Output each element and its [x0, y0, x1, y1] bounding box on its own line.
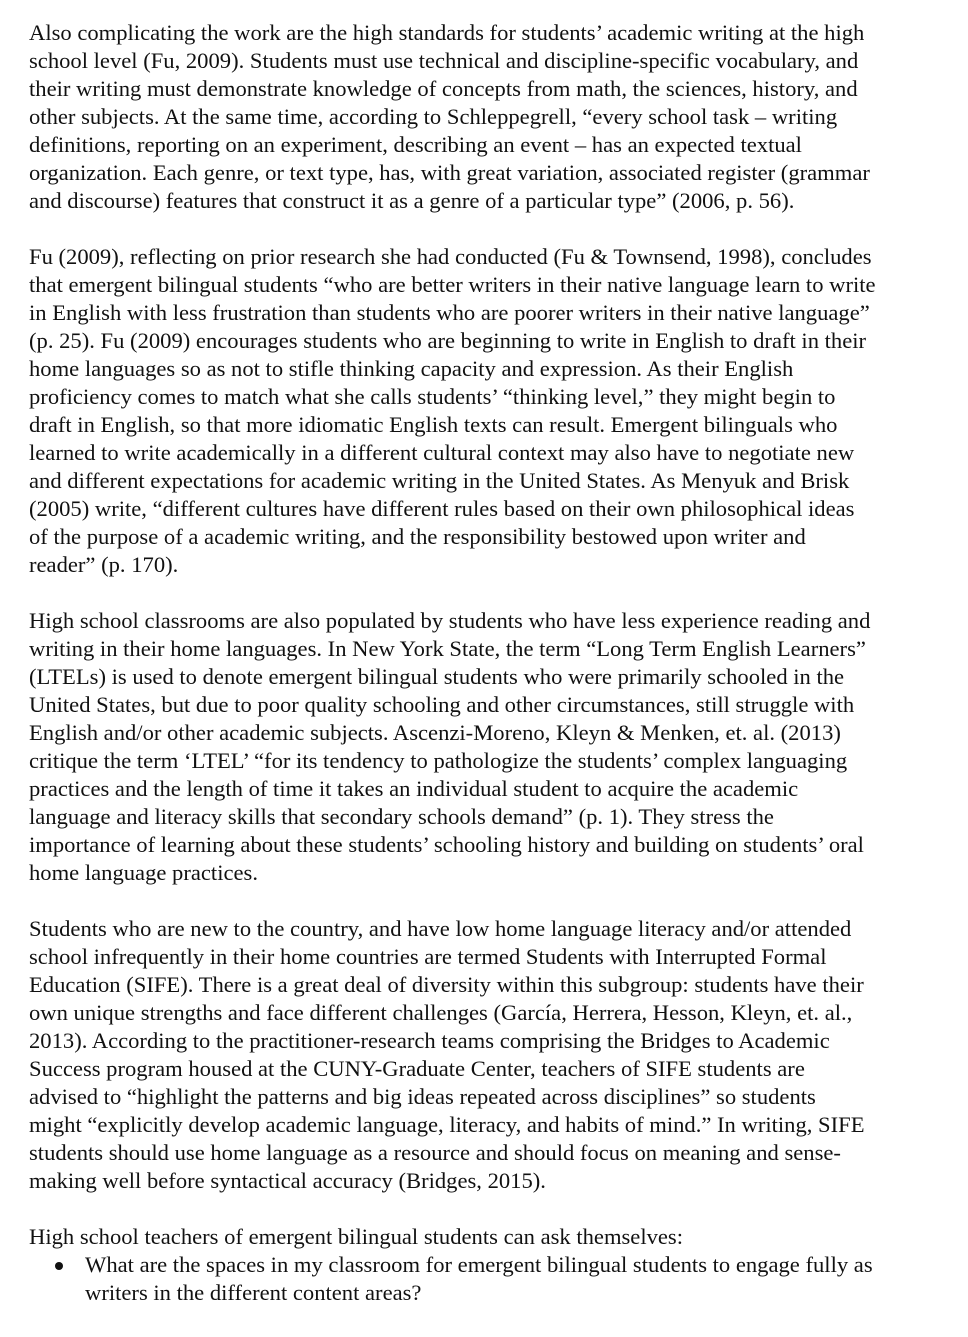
text-line: their writing must demonstrate knowledge of concepts from math, the sciences, history, and [29, 76, 858, 101]
text-line: practices and the length of time it takes an individual student to acquire the academic [29, 776, 799, 801]
text-line: of the purpose of a academic writing, and the responsibility bestowed upon writer and [29, 524, 806, 549]
text-line: United States, but due to poor quality schooling and other circumstances, still struggle with [29, 692, 855, 717]
text-line: other subjects. At the same time, according to Schleppegrell, “every school task – writing [29, 104, 838, 129]
text-line: Education (SIFE). There is a great deal of diversity within this subgroup: students have their [29, 972, 864, 997]
text-line: reader” (p. 170). [29, 552, 179, 577]
paragraph-3 [29, 607, 944, 887]
text-line: importance of learning about these students’ schooling history and building on students’ oral [29, 832, 864, 857]
paragraph-1 [29, 19, 944, 215]
questions-lead [29, 1223, 944, 1251]
text-line: and discourse) features that construct it as a genre of a particular type” (2006, p. 56). [29, 188, 795, 213]
text-line: High school teachers of emergent bilingual students can ask themselves: [29, 1224, 684, 1249]
text-line: advised to “highlight the patterns and big ideas repeated across disciplines” so students [29, 1084, 816, 1109]
text-line: critique the term ‘LTEL’ “for its tendency to pathologize the students’ complex languaging [29, 748, 848, 773]
text-line: (2005) write, “different cultures have different rules based on their own philosophical ideas [29, 496, 855, 521]
text-line: and different expectations for academic writing in the United States. As Menyuk and Brisk [29, 468, 850, 493]
text-line: in English with less frustration than students who are poorer writers in their native language” [29, 300, 870, 325]
text-line: definitions, reporting on an experiment, describing an event – has an expected textual [29, 132, 802, 157]
text-line: draft in English, so that more idiomatic English texts can result. Emergent bilinguals who [29, 412, 838, 437]
paragraph-2 [29, 243, 944, 579]
text-line: (p. 25). Fu (2009) encourages students who are beginning to write in English to draft in their [29, 328, 867, 353]
text-line: organization. Each genre, or text type, has, with great variation, associated register (grammar [29, 160, 870, 185]
text-line: that emergent bilingual students “who are better writers in their native language learn to write [29, 272, 876, 297]
text-line: Also complicating the work are the high standards for students’ academic writing at the high [29, 20, 865, 45]
text-line: learned to write academically in a different cultural context may also have to negotiate new [29, 440, 855, 465]
text-line: school level (Fu, 2009). Students must use technical and discipline-specific vocabulary, and [29, 48, 859, 73]
text-line: language and literacy skills that secondary schools demand” (p. 1). They stress the [29, 804, 774, 829]
text-line: writers in the different content areas? [85, 1280, 422, 1305]
text-line: home language practices. [29, 860, 258, 885]
text-line: home languages so as not to stifle thinking capacity and expression. As their English [29, 356, 794, 381]
document-page [29, 19, 944, 1307]
text-line: High school classrooms are also populated by students who have less experience reading and [29, 608, 871, 633]
text-line: might “explicitly develop academic language, literacy, and habits of mind.” In writing, SIFE [29, 1112, 865, 1137]
paragraph-4 [29, 915, 944, 1195]
text-line: What are the spaces in my classroom for emergent bilingual students to engage fully as [85, 1252, 873, 1277]
text-line: proficiency comes to match what she calls students’ “thinking level,” they might begin to [29, 384, 836, 409]
text-line: making well before syntactical accuracy (Bridges, 2015). [29, 1168, 546, 1193]
text-line: Fu (2009), reflecting on prior research she had conducted (Fu & Townsend, 1998), concludes [29, 244, 872, 269]
text-line: school infrequently in their home countries are termed Students with Interrupted Formal [29, 944, 827, 969]
text-line: writing in their home languages. In New York State, the term “Long Term English Learners” [29, 636, 866, 661]
question-list [29, 1251, 944, 1307]
text-line: English and/or other academic subjects. Ascenzi-Moreno, Kleyn & Menken, et. al. (2013) [29, 720, 841, 745]
list-item [29, 1251, 944, 1307]
text-line: Students who are new to the country, and have low home language literacy and/or attended [29, 916, 852, 941]
text-line: (LTELs) is used to denote emergent bilingual students who were primarily schooled in the [29, 664, 845, 689]
text-line: Success program housed at the CUNY-Graduate Center, teachers of SIFE students are [29, 1056, 805, 1081]
text-line: students should use home language as a resource and should focus on meaning and sense- [29, 1140, 841, 1165]
text-line: own unique strengths and face different challenges (García, Herrera, Hesson, Kleyn, et. al., [29, 1000, 853, 1025]
bullet-icon [55, 1262, 63, 1270]
text-line: 2013). According to the practitioner-research teams comprising the Bridges to Academic [29, 1028, 830, 1053]
